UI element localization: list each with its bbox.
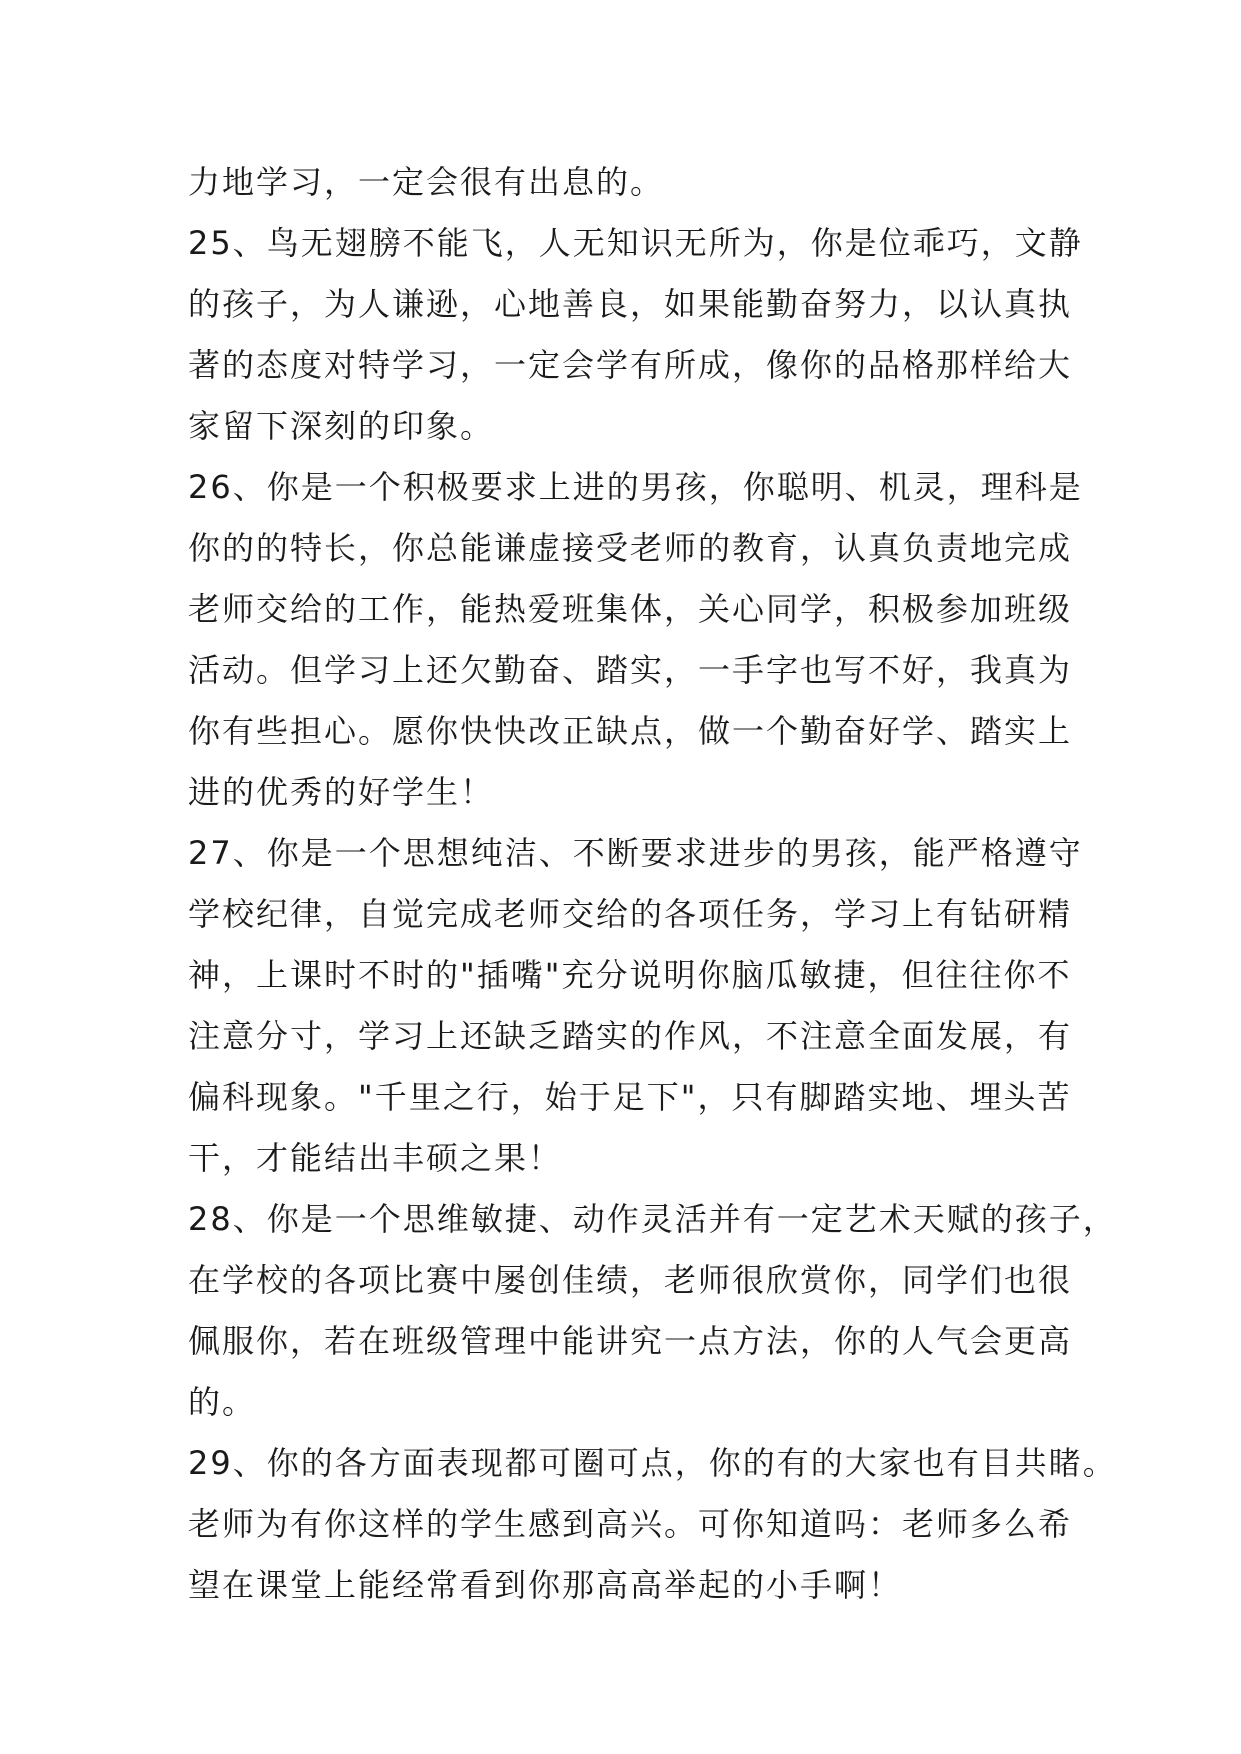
- text-line: 偏科现象。"千里之行，始于足下"，只有脚踏实地、埋头苦: [188, 1078, 1072, 1116]
- text-line: 老师为有你这样的学生感到高兴。可你知道吗：老师多么希: [188, 1505, 1073, 1543]
- text-line: 进的优秀的好学生！: [188, 773, 495, 811]
- text-line: 你有些担心。愿你快快改正缺点，做一个勤奋好学、踏实上: [188, 712, 1073, 750]
- text-line: 神，上课时不时的"插嘴"充分说明你脑瓜敏捷，但往往你不: [188, 956, 1072, 994]
- text-line: 注意分寸，学习上还缺乏踏实的作风，不注意全面发展，有: [188, 1017, 1073, 1055]
- text-line: 的孩子，为人谦逊，心地善良，如果能勤奋努力，以认真执: [188, 285, 1073, 323]
- text-line: 的。: [188, 1383, 257, 1421]
- text-line: 你的的特长，你总能谦虚接受老师的教育，认真负责地完成: [188, 529, 1073, 567]
- text-line: 著的态度对特学习，一定会学有所成，像你的品格那样给大: [188, 346, 1073, 384]
- text-line: 家留下深刻的印象。: [188, 407, 495, 445]
- text-line: 老师交给的工作，能热爱班集体，关心同学，积极参加班级: [188, 590, 1073, 628]
- text-line: 25、鸟无翅膀不能飞，人无知识无所为，你是位乖巧，文静: [188, 224, 1083, 262]
- text-line: 望在课堂上能经常看到你那高高举起的小手啊！: [188, 1566, 903, 1604]
- text-line: 活动。但学习上还欠勤奋、踏实，一手字也写不好，我真为: [188, 651, 1073, 689]
- text-line: 力地学习，一定会很有出息的。: [188, 163, 665, 201]
- text-line: 佩服你，若在班级管理中能讲究一点方法，你的人气会更高: [188, 1322, 1073, 1360]
- text-line: 28、你是一个思维敏捷、动作灵活并有一定艺术天赋的孩子，: [188, 1200, 1117, 1238]
- document-body: [188, 152, 1117, 1616]
- text-line: 27、你是一个思想纯洁、不断要求进步的男孩，能严格遵守: [188, 834, 1083, 872]
- text-line: 26、你是一个积极要求上进的男孩，你聪明、机灵，理科是: [188, 468, 1083, 506]
- text-line: 在学校的各项比赛中屡创佳绩，老师很欣赏你，同学们也很: [188, 1261, 1073, 1299]
- text-line: 学校纪律，自觉完成老师交给的各项任务，学习上有钻研精: [188, 895, 1073, 933]
- text-line: 29、你的各方面表现都可圈可点，你的有的大家也有目共睹。: [188, 1444, 1117, 1482]
- text-line: 干，才能结出丰硕之果！: [188, 1139, 563, 1177]
